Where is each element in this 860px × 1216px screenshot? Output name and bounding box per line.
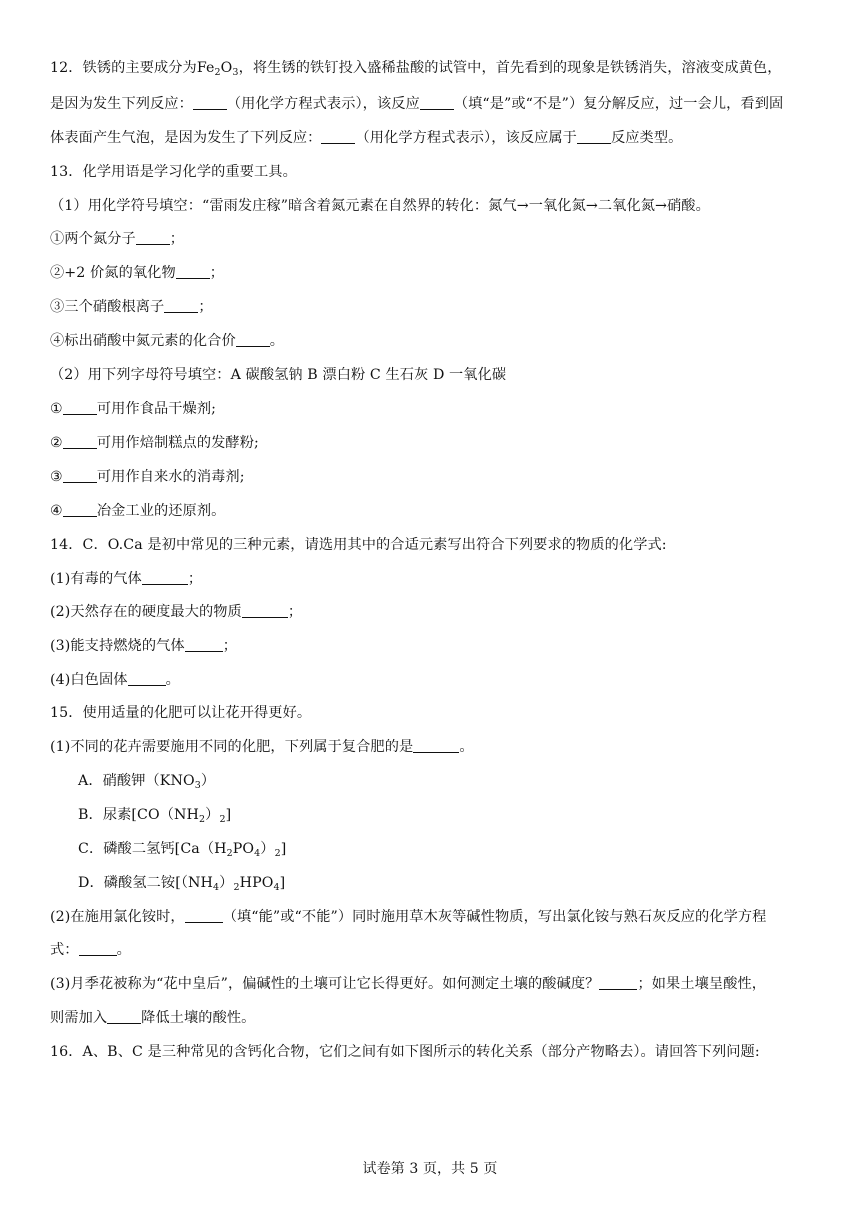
q13-choice-1: ① 可用作食品干燥剂; <box>50 401 217 417</box>
q14-item-4: (4)白色固体 。 <box>50 672 180 688</box>
q15-option-d[interactable]: D．磷酸氢二铵$[(NH_4)_2HPO_4]$ <box>78 875 286 893</box>
answer-blank[interactable] <box>128 671 166 686</box>
answer-blank[interactable] <box>413 738 459 753</box>
answer-blank[interactable] <box>107 1009 141 1024</box>
q13-item-3: ③三个硝酸根离子 ； <box>50 299 213 315</box>
q13-choice-4: ④ 冶金工业的还原剂。 <box>50 503 226 519</box>
answer-blank[interactable] <box>63 468 97 483</box>
q15-sub-3-line-2: 则需加入 降低土壤的酸性。 <box>50 1010 256 1026</box>
q14-item-2: (2)天然存在的硬度最大的物质 ； <box>50 604 303 620</box>
q14-title: 14．C．O.Ca 是初中常见的三种元素，请选用其中的合适元素写出符合下列要求的物质的化学式: <box>50 537 667 553</box>
answer-blank[interactable] <box>185 637 223 652</box>
answer-blank[interactable] <box>142 570 188 585</box>
q16-title: 16．A、B、C 是三种常见的含钙化合物，它们之间有如下图所示的转化关系（部分产物略去）。请回答下列问题: <box>50 1044 760 1060</box>
q12-line-3: 体表面产生气泡，是因为发生了下列反应： （用化学方程式表示），该反应属于 反应类型。 <box>50 130 683 146</box>
q13-choice-3: ③ 可用作自来水的消毒剂; <box>50 469 245 485</box>
q13-part-2: （2）用下列字母符号填空：A 碳酸氢钠 B 漂白粉 C 生石灰 D 一氧化碳 <box>50 367 507 383</box>
q15-option-a[interactable]: A．硝酸钾$(KNO_3)$ <box>78 773 216 791</box>
answer-blank[interactable] <box>577 129 611 144</box>
q13-part-1: （1）用化学符号填空：“雷雨发庄稼”暗含着氮元素在自然界的转化：氮气→一氧化氮→二氧化氮→硝酸。 <box>50 198 710 214</box>
q13-title: 13．化学用语是学习化学的重要工具。 <box>50 164 297 180</box>
q12-line-1: 12．铁锈的主要成分为$Fe_2O_3$，将生锈的铁钉投入盛稀盐酸的试管中，首先看到的现象是铁锈消失，溶液变成黄色， <box>50 60 782 78</box>
q12-line-2: 是因为发生下列反应： （用化学方程式表示），该反应 （填“是”或“不是”）复分解反应，过一会儿，看到固 <box>50 96 784 112</box>
q13-item-4: ④标出硝酸中氮元素的化合价 。 <box>50 333 285 349</box>
q15-title: 15．使用适量的化肥可以让花开得更好。 <box>50 705 312 721</box>
q15-sub-3-line-1: (3)月季花被称为“花中皇后”，偏碱性的土壤可让它长得更好。如何测定土壤的酸碱度？ ；如果土壤呈酸性， <box>50 976 767 992</box>
answer-blank[interactable] <box>136 230 170 245</box>
q13-item-2: ②+2 价氮的氧化物 ； <box>50 265 225 281</box>
q14-item-3: (3)能支持燃烧的气体 ； <box>50 638 237 654</box>
answer-blank[interactable] <box>321 129 355 144</box>
answer-blank[interactable] <box>63 434 97 449</box>
q15-sub-2-line-1: (2)在施用氯化铵时， （填“能”或“不能”）同时施用草木灰等碱性物质，写出氯化铵与熟石灰反应的化学方程 <box>50 909 767 925</box>
q15-option-b[interactable]: B．尿素$[CO(NH_2)_2]$ <box>78 807 232 825</box>
answer-blank[interactable] <box>79 941 117 956</box>
answer-blank[interactable] <box>176 264 210 279</box>
q13-item-1: ①两个氮分子 ； <box>50 231 185 247</box>
q14-item-1: (1)有毒的气体 ； <box>50 571 203 587</box>
answer-blank[interactable] <box>63 502 97 517</box>
q15-sub-1: (1)不同的花卉需要施用不同的化肥，下列属于复合肥的是 。 <box>50 739 474 755</box>
answer-blank[interactable] <box>242 603 288 618</box>
answer-blank[interactable] <box>420 95 454 110</box>
q15-sub-2-line-2: 式： 。 <box>50 942 131 958</box>
answer-blank[interactable] <box>236 332 270 347</box>
answer-blank[interactable] <box>599 975 637 990</box>
answer-blank[interactable] <box>193 95 227 110</box>
page-footer: 试卷第 3 页，共 5 页 <box>362 1161 498 1177</box>
answer-blank[interactable] <box>164 298 198 313</box>
answer-blank[interactable] <box>185 908 223 923</box>
q13-choice-2: ② 可用作焙制糕点的发酵粉; <box>50 435 259 451</box>
answer-blank[interactable] <box>63 400 97 415</box>
q15-option-c[interactable]: C．磷酸二氢钙$[Ca(H_2PO_4)_2]$ <box>78 841 287 859</box>
